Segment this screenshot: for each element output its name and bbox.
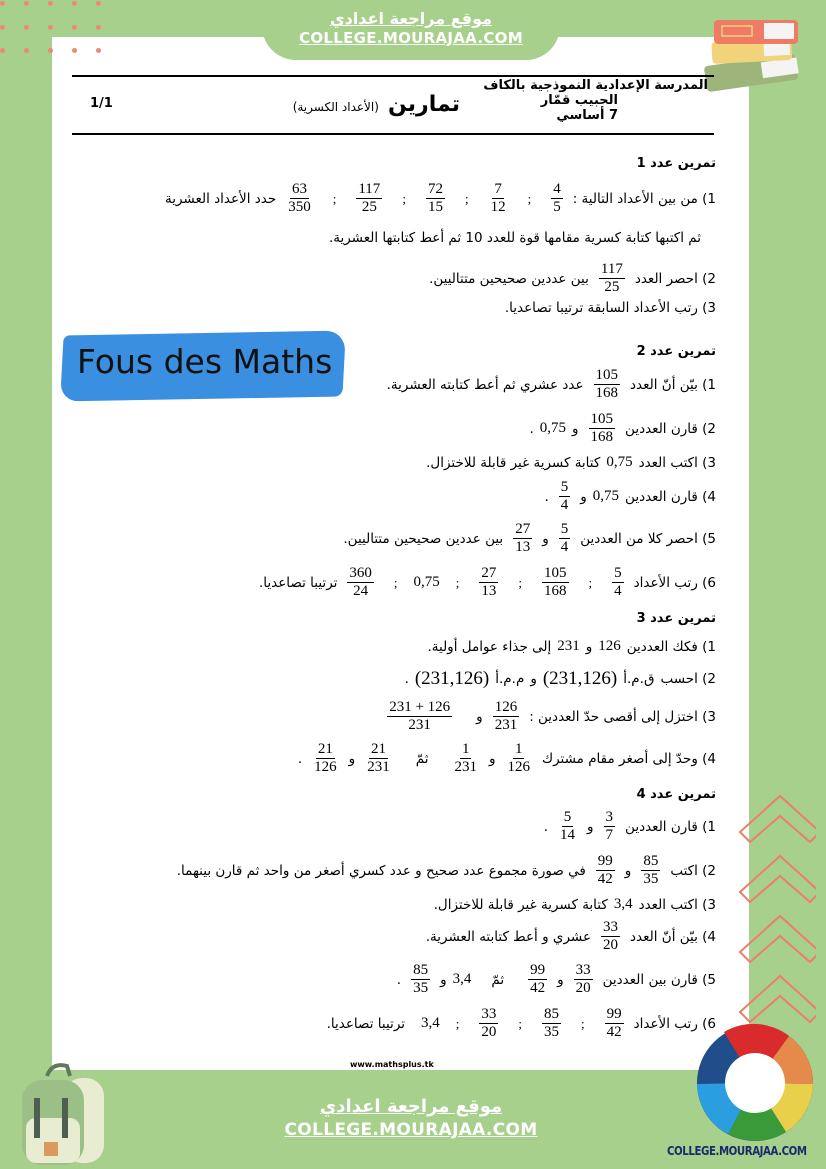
exercise-1-q3: 3) رتب الأعداد السابقة ترتيبا تصاعديا. xyxy=(504,300,716,316)
exercise-1-q2: 2) احصر العدد $\frac{117}{25}$ بين عددين صحيحين متتاليين. xyxy=(429,261,716,295)
exercise-2-q4: 4) قارن العددين 0,75 و $\frac{5}{4}$ . xyxy=(544,479,716,513)
exercise-3-title: تمرين عدد 3 xyxy=(636,611,716,626)
fraction: $\frac{33}{20}$ xyxy=(603,919,619,953)
exercise-3-q3: 3) اختزل إلى أقصى حدّ العددين : $\frac{126}{231}$ و $\frac{126 + 231}{231}$ xyxy=(389,699,716,733)
fraction: $\frac{117}{25}$ xyxy=(600,261,623,295)
fraction: $\frac{99}{42}$ xyxy=(606,1006,622,1040)
wheel-site-label: COLLEGE.MOURAJAA.COM xyxy=(667,1144,807,1158)
exercise-4-q5: 5) قارن بين العددين $\frac{33}{20}$ و $\frac{99}{42}$ ثمّ 3,4 و $\frac{85}{35}$ . xyxy=(396,962,716,996)
fraction: $\frac{27}{13}$ xyxy=(481,565,497,599)
exercise-4-q6: 6) رتب الأعداد $\frac{99}{42}$ ; $\frac{85}{35}$ ; $\frac{33}{20}$ ; 3,4 ترتيبا تصاعديا. xyxy=(326,1006,716,1040)
class-level: 7 أساسي xyxy=(556,108,618,123)
banner-arabic-text: موقع مراجعة اعدادي xyxy=(319,1096,503,1117)
fraction: $\frac{5}{4}$ xyxy=(560,479,569,513)
banner-site-link[interactable]: COLLEGE.MOURAJAA.COM xyxy=(299,29,523,47)
fraction: $\frac{5}{14}$ xyxy=(560,809,576,843)
exercise-2-q2: 2) قارن العددين $\frac{105}{168}$ و 0,75 . xyxy=(529,411,716,445)
header-bottom-rule xyxy=(72,133,714,135)
fraction: $\frac{5}{4}$ xyxy=(560,521,569,555)
page-number: 1/1 xyxy=(90,96,113,111)
subtitle-text: (الأعداد الكسرية) xyxy=(292,100,379,114)
exercise-2-title: تمرين عدد 2 xyxy=(636,344,716,359)
fraction: $\frac{4}{5}$ xyxy=(553,181,561,215)
exercise-1-title: تمرين عدد 1 xyxy=(636,156,716,171)
fraction: $\frac{3}{7}$ xyxy=(605,809,614,843)
fraction: $\frac{85}{35}$ xyxy=(544,1006,560,1040)
exercise-2-q5: 5) احصر كلا من العددين $\frac{5}{4}$ و $\frac{27}{13}$ بين عددين صحيحين متتاليين. xyxy=(343,521,716,555)
exercise-4-title: تمرين عدد 4 xyxy=(636,787,716,802)
q-text: 1) من بين الأعداد التالية : xyxy=(572,190,716,207)
chevron-up-icon xyxy=(736,852,816,912)
worksheet-title xyxy=(280,92,460,117)
decorative-dots-row xyxy=(0,48,120,54)
exercise-3-q1: 1) فكك العددين 126 و 231 إلى جذاء عوامل أولية. xyxy=(427,638,716,655)
backpack-icon xyxy=(12,1058,112,1169)
books-icon xyxy=(700,12,810,92)
fraction: $\frac{5}{4}$ xyxy=(614,565,622,599)
fraction: $\frac{1}{126}$ xyxy=(507,741,530,775)
fraction: $\frac{33}{20}$ xyxy=(575,962,591,996)
fraction: $\frac{21}{126}$ xyxy=(314,741,337,775)
exercise-3-q4: 4) وحدّ إلى أصغر مقام مشترك $\frac{1}{126}$ و $\frac{1}{231}$ ثمّ $\frac{21}{231}$ و $\frac{21}{126}$ . xyxy=(297,741,716,775)
chevron-up-icon xyxy=(736,912,816,972)
fraction: $\frac{99}{42}$ xyxy=(597,853,613,887)
school-info xyxy=(483,78,708,123)
site-banner-top[interactable] xyxy=(262,0,560,60)
site-banner-bottom[interactable] xyxy=(263,1073,559,1169)
fraction: $\frac{27}{13}$ xyxy=(515,521,531,555)
subjects-wheel-icon xyxy=(694,1022,816,1144)
title-text: تمارين xyxy=(388,92,460,117)
fraction: $\frac{126}{231}$ xyxy=(494,699,518,733)
banner-site-link[interactable]: COLLEGE.MOURAJAA.COM xyxy=(284,1120,538,1140)
exercise-2-q1: 1) بيّن أنّ العدد $\frac{105}{168}$ عدد عشري ثم أعط كتابته العشرية. xyxy=(386,367,716,401)
exercise-4-q3: 3) اكتب العدد 3,4 كتابة كسرية غير قابلة للاختزال. xyxy=(433,896,716,913)
fraction: $\frac{7}{12}$ xyxy=(490,181,506,215)
exercise-1-q1b: ثم اكتبها كتابة كسرية مقامها قوة للعدد 10 ثم أعط كتابتها العشرية. xyxy=(328,230,701,246)
chevron-up-icon xyxy=(736,792,816,852)
banner-arabic-text: موقع مراجعة اعدادي xyxy=(329,9,493,28)
fraction: $\frac{1}{231}$ xyxy=(454,741,477,775)
fraction: $\frac{72}{15}$ xyxy=(427,181,443,215)
school-name: المدرسة الإعدادية النموذجية بالكاف xyxy=(483,78,708,93)
exercise-4-q1: 1) قارن العددين $\frac{3}{7}$ و $\frac{5}{14}$ . xyxy=(543,809,716,843)
logo-text: Fous des Maths xyxy=(77,342,333,381)
header-top-rule xyxy=(72,75,714,77)
fraction: $\frac{105}{168}$ xyxy=(595,367,619,401)
exercise-1-q1: 1) من بين الأعداد التالية : $\frac{4}{5}$ ; $\frac{7}{12}$ ; $\frac{72}{15}$ ; $\frac{117}{25}$ ; $\frac{63}{350}$ حدد الأعداد العشرية xyxy=(164,181,716,215)
fraction: $\frac{360}{24}$ xyxy=(349,565,372,599)
fraction: $\frac{21}{231}$ xyxy=(367,741,390,775)
fraction: $\frac{33}{20}$ xyxy=(481,1006,497,1040)
fraction: $\frac{105}{168}$ xyxy=(590,411,614,445)
exercise-2-q3: 3) اكتب العدد 0,75 كتابة كسرية غير قابلة للاختزال. xyxy=(426,454,716,471)
fraction: $\frac{99}{42}$ xyxy=(530,962,546,996)
q-text: حدد الأعداد العشرية xyxy=(164,190,277,207)
fraction: $\frac{63}{350}$ xyxy=(288,181,311,215)
exercise-2-q6: 6) رتب الأعداد $\frac{5}{4}$ ; $\frac{105}{168}$ ; $\frac{27}{13}$ ; 0,75 ; $\frac{360}{24}$ ترتيبا تصاعديا. xyxy=(259,565,716,599)
fraction: $\frac{126 + 231}{231}$ xyxy=(389,699,451,733)
fraction: $\frac{105}{168}$ xyxy=(544,565,567,599)
exercise-3-q2: 2) احسب ق.م.أ (231,126) و م.م.أ (231,126) . xyxy=(404,668,716,689)
fraction: $\frac{85}{35}$ xyxy=(413,962,429,996)
exercise-4-q4: 4) بيّن أنّ العدد $\frac{33}{20}$ عشري و أعط كتابته العشرية. xyxy=(425,919,716,953)
fraction: $\frac{117}{25}$ xyxy=(358,181,381,215)
footer-url[interactable]: www.mathsplus.tk xyxy=(350,1060,434,1069)
teacher-name: الحبيب قمّار xyxy=(540,93,618,108)
fraction: $\frac{85}{35}$ xyxy=(643,853,659,887)
exercise-4-q2: 2) اكتب $\frac{85}{35}$ و $\frac{99}{42}$ في صورة مجموع عدد صحيح و عدد كسري أصغر من واحد ثم قارن بينهما. xyxy=(176,853,716,887)
